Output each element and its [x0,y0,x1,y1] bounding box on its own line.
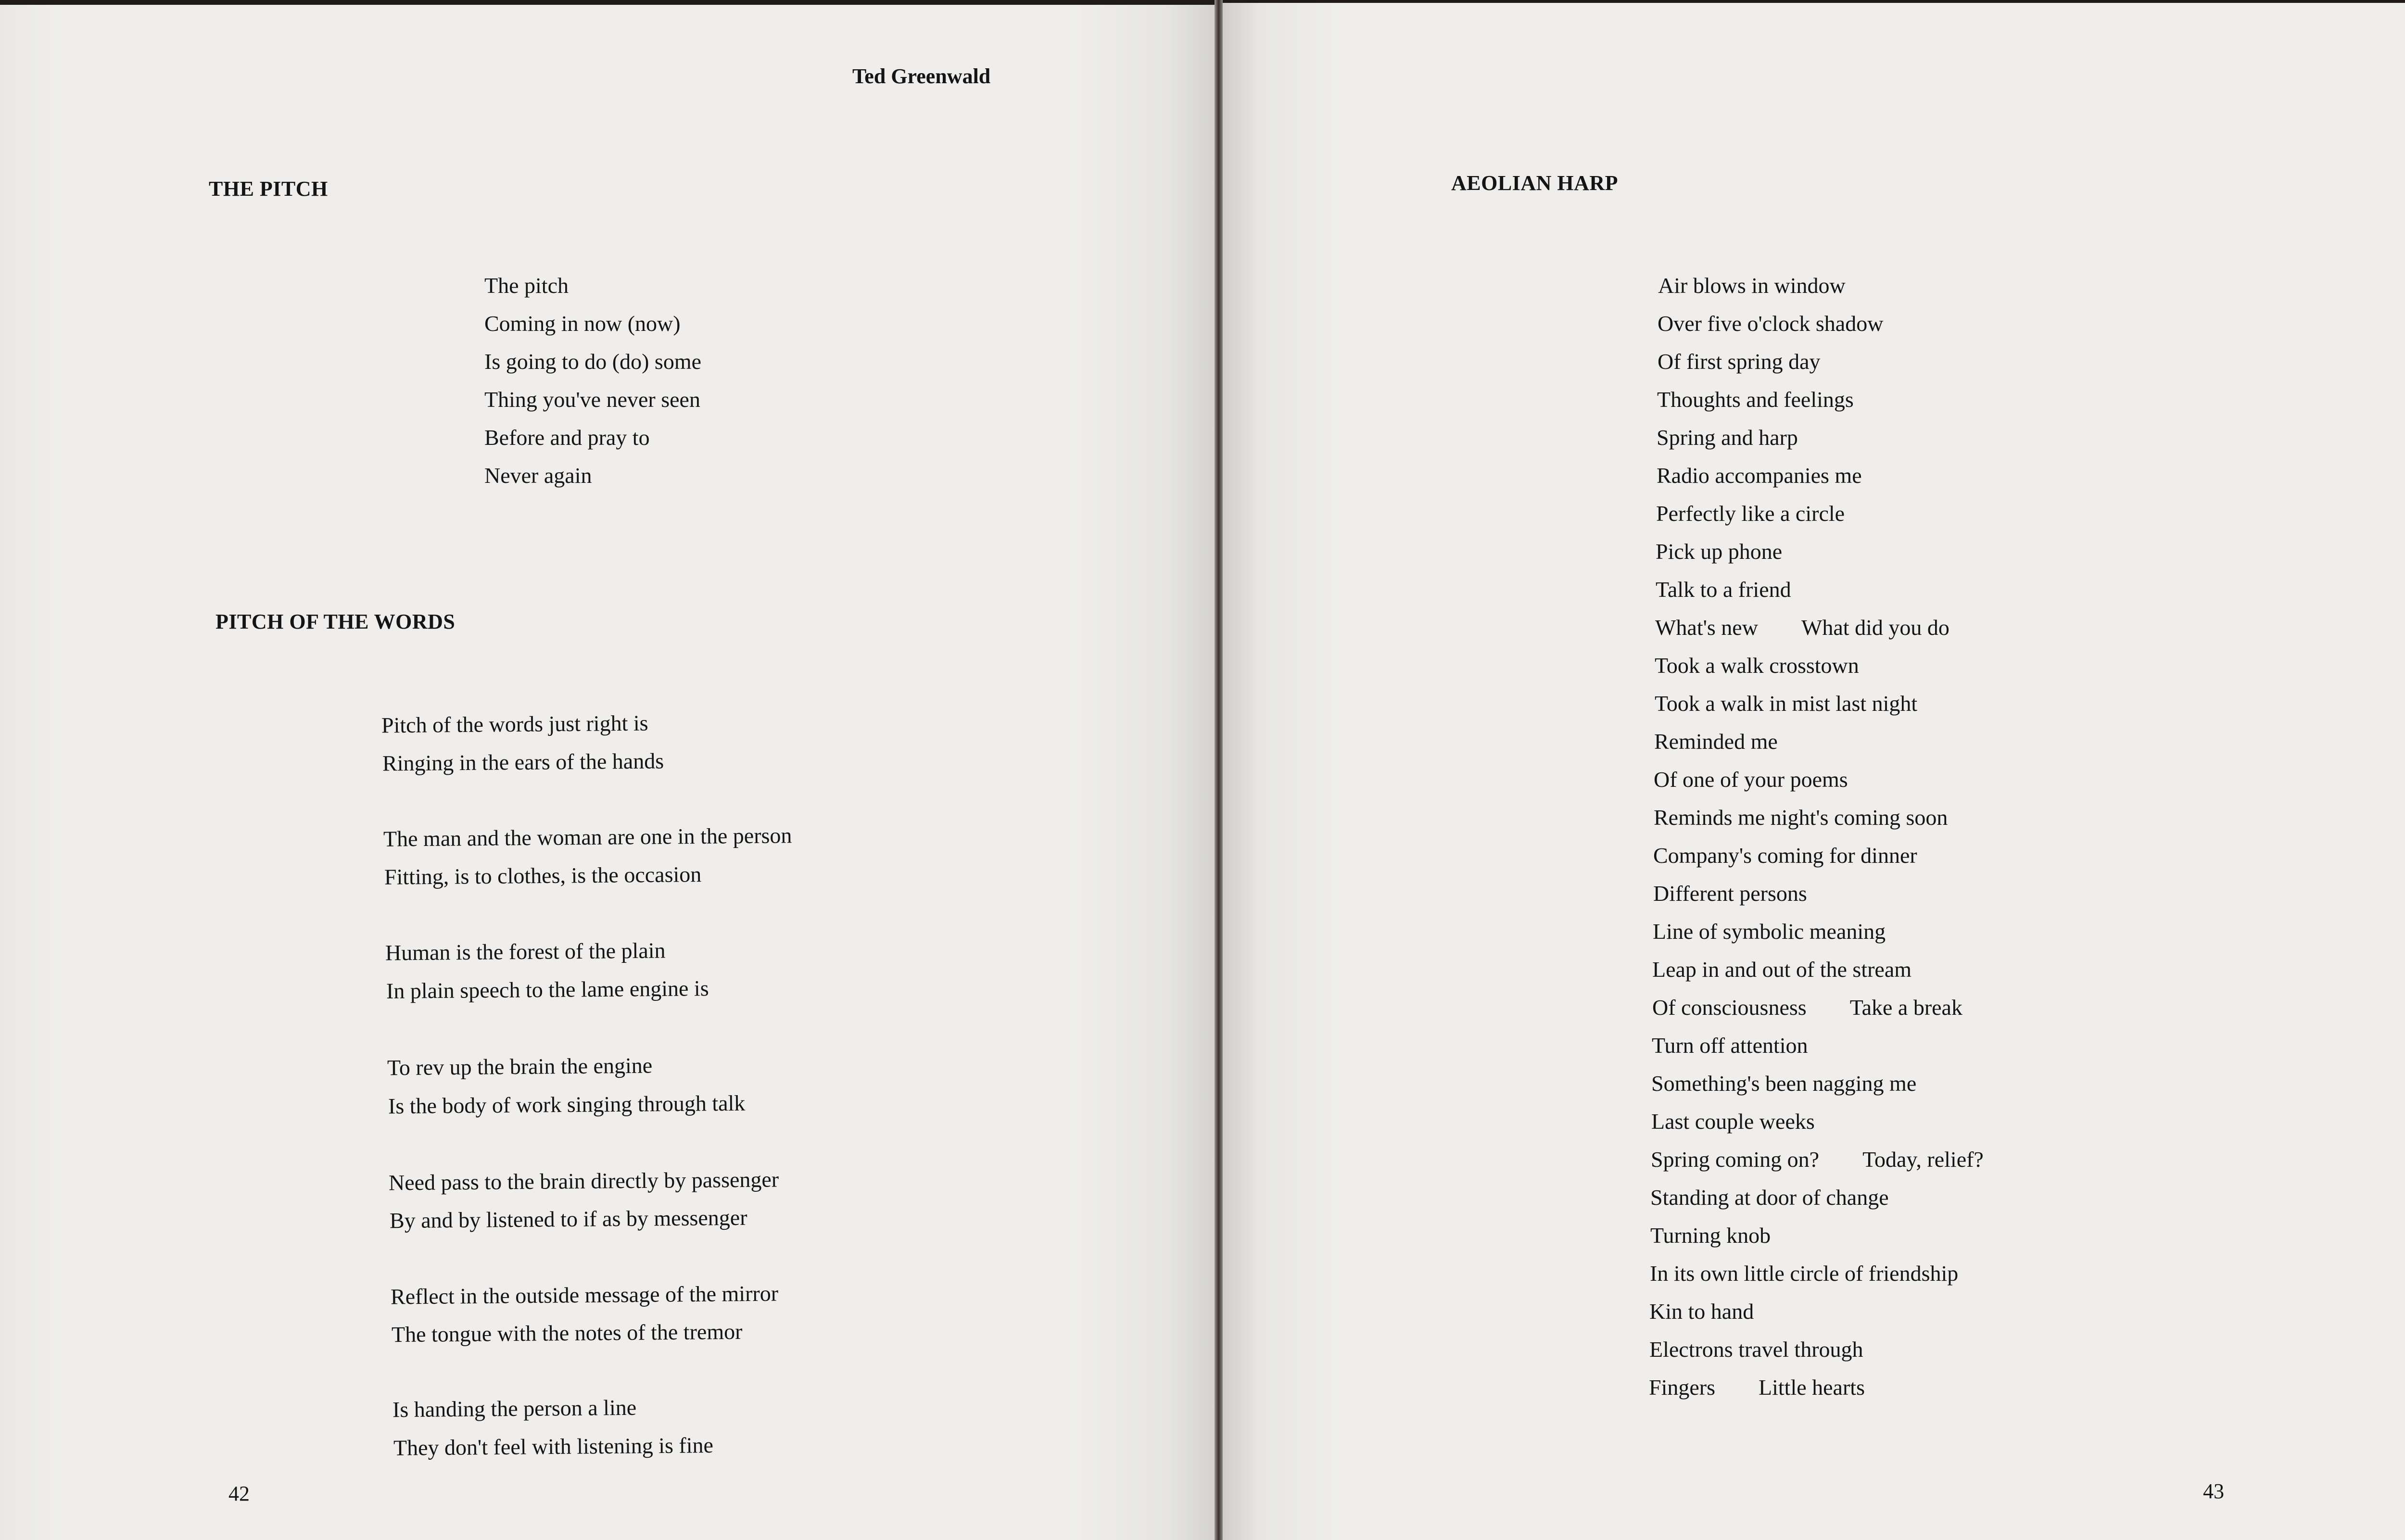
poem-title-aeolian-harp: AEOLIAN HARP [1451,171,1619,195]
poem-line: Coming in now (now) [484,311,681,336]
poem-line [1654,769,1848,791]
poem-line-text: Spring coming on? [1651,1147,1820,1172]
poem-line: Fitting, is to clothes, is the occasion [384,862,702,889]
poem-line-text: Kin to hand [1649,1299,1754,1324]
poem-line-text: Air blows in window [1658,273,1846,298]
poem-line-text: Reminds me night's coming soon [1654,805,1948,830]
poem-line-text: Perfectly like a circle [1656,501,1845,526]
poem-line-text: Of one of your poems [1654,767,1848,792]
poem-line-text: Talk to a friend [1656,577,1791,602]
poem-line: The man and the woman are one in the person [383,823,792,851]
poem-line-text: Something's been nagging me [1651,1071,1917,1096]
poem-line-text: Of first spring day [1658,349,1821,374]
poem-line: Human is the forest of the plain [385,938,666,965]
poem-line-text: Turning knob [1650,1223,1771,1248]
poem-line-text: Spring and harp [1657,425,1798,450]
poem-line [1652,997,1962,1019]
book-gutter [1215,0,1223,1540]
poem-line-text-second: What did you do [1801,615,1949,640]
poem-title-the-pitch: THE PITCH [209,177,328,201]
poem-line-text: Electrons travel through [1649,1337,1863,1362]
poem-line [1649,1338,1863,1361]
page-number-right: 43 [2203,1479,2224,1503]
page-number-left: 42 [228,1482,250,1505]
poem-line [1651,1073,1916,1095]
poem-line-text: Leap in and out of the stream [1652,957,1912,982]
poem-line [1655,693,1917,715]
poem-line [1655,655,1859,677]
poem-line: Thing you've never seen [484,387,700,412]
poem-line: In plain speech to the lame engine is [386,976,709,1003]
poem-line [1649,1376,1865,1399]
poem-line: By and by listened to if as by messenger [389,1205,747,1233]
poem-line-text-second: Today, relief? [1862,1147,1984,1172]
poem-line: Reflect in the outside message of the mirror [390,1281,779,1309]
poem-line-text: Reminded me [1654,729,1778,754]
poem-line-text: Pick up phone [1656,539,1783,564]
poem-line: Never again [484,463,592,488]
poem-line [1653,921,1886,943]
poem-line: Pitch of the words just right is [381,710,648,738]
poem-line-text: Last couple weeks [1651,1109,1815,1134]
poem-line [1653,845,1917,867]
poem-line [1650,1262,1958,1285]
poem-line [1656,503,1845,525]
poem-line-text-second: Little hearts [1759,1375,1865,1400]
poem-line [1658,313,1883,335]
poem-line-text: Fingers [1649,1375,1715,1400]
poem-line-text: Standing at door of change [1650,1185,1889,1210]
poem-line-text-second: Take a break [1849,995,1962,1020]
poem-line [1654,731,1778,753]
poem-line-text: Company's coming for dinner [1653,843,1917,868]
poem-line [1651,1111,1815,1133]
poem-line: The pitch [484,273,569,298]
poem-line: Is going to do (do) some [484,349,702,374]
poem-line-text: Line of symbolic meaning [1653,919,1886,944]
poem-line [1649,1300,1754,1323]
poem-line: Need pass to the brain directly by passenger [388,1167,779,1195]
poem-line-text: Took a walk crosstown [1655,653,1859,678]
poem-line-text: What's new [1655,615,1758,640]
poem-line [1658,351,1821,373]
poem-line [1655,617,1949,639]
poem-line [1652,959,1911,981]
poem-line-text: Turn off attention [1652,1033,1808,1058]
poem-line [1656,579,1791,601]
poem-line-text: Took a walk in mist last night [1655,691,1918,716]
poem-line [1650,1187,1889,1209]
poem-title-pitch-of-the-words: PITCH OF THE WORDS [215,610,456,633]
poem-line [1657,427,1798,449]
poem-line [1658,275,1846,297]
poem-line-text: Over five o'clock shadow [1658,311,1884,336]
poem-line [1651,1149,1984,1171]
poem-line [1656,541,1782,563]
poem-line-text: Thoughts and feelings [1657,387,1854,412]
poem-line-text: Of consciousness [1652,995,1807,1020]
poem-line-text: Radio accompanies me [1657,463,1862,488]
poem-line: To rev up the brain the engine [387,1053,653,1080]
poem-line: Ringing in the ears of the hands [382,748,664,776]
poem-line-text: Different persons [1653,881,1807,906]
poem-line: Is handing the person a line [392,1395,637,1422]
running-head: Ted Greenwald [852,64,991,88]
poem-line: They don't feel with listening is fine [393,1433,714,1460]
poem-line: Before and pray to [484,425,650,450]
poem-line [1653,883,1807,905]
poem-line [1657,389,1854,411]
top-edge-right [1223,0,2405,3]
poem-line [1652,1035,1808,1057]
top-edge-left [0,0,1215,5]
poem-line: The tongue with the notes of the tremor [391,1319,743,1347]
poem-line [1657,465,1862,487]
poem-line: Is the body of work singing through talk [388,1090,746,1119]
poem-line-text: In its own little circle of friendship [1650,1261,1959,1286]
poem-line [1650,1224,1771,1247]
poem-line [1654,807,1948,829]
